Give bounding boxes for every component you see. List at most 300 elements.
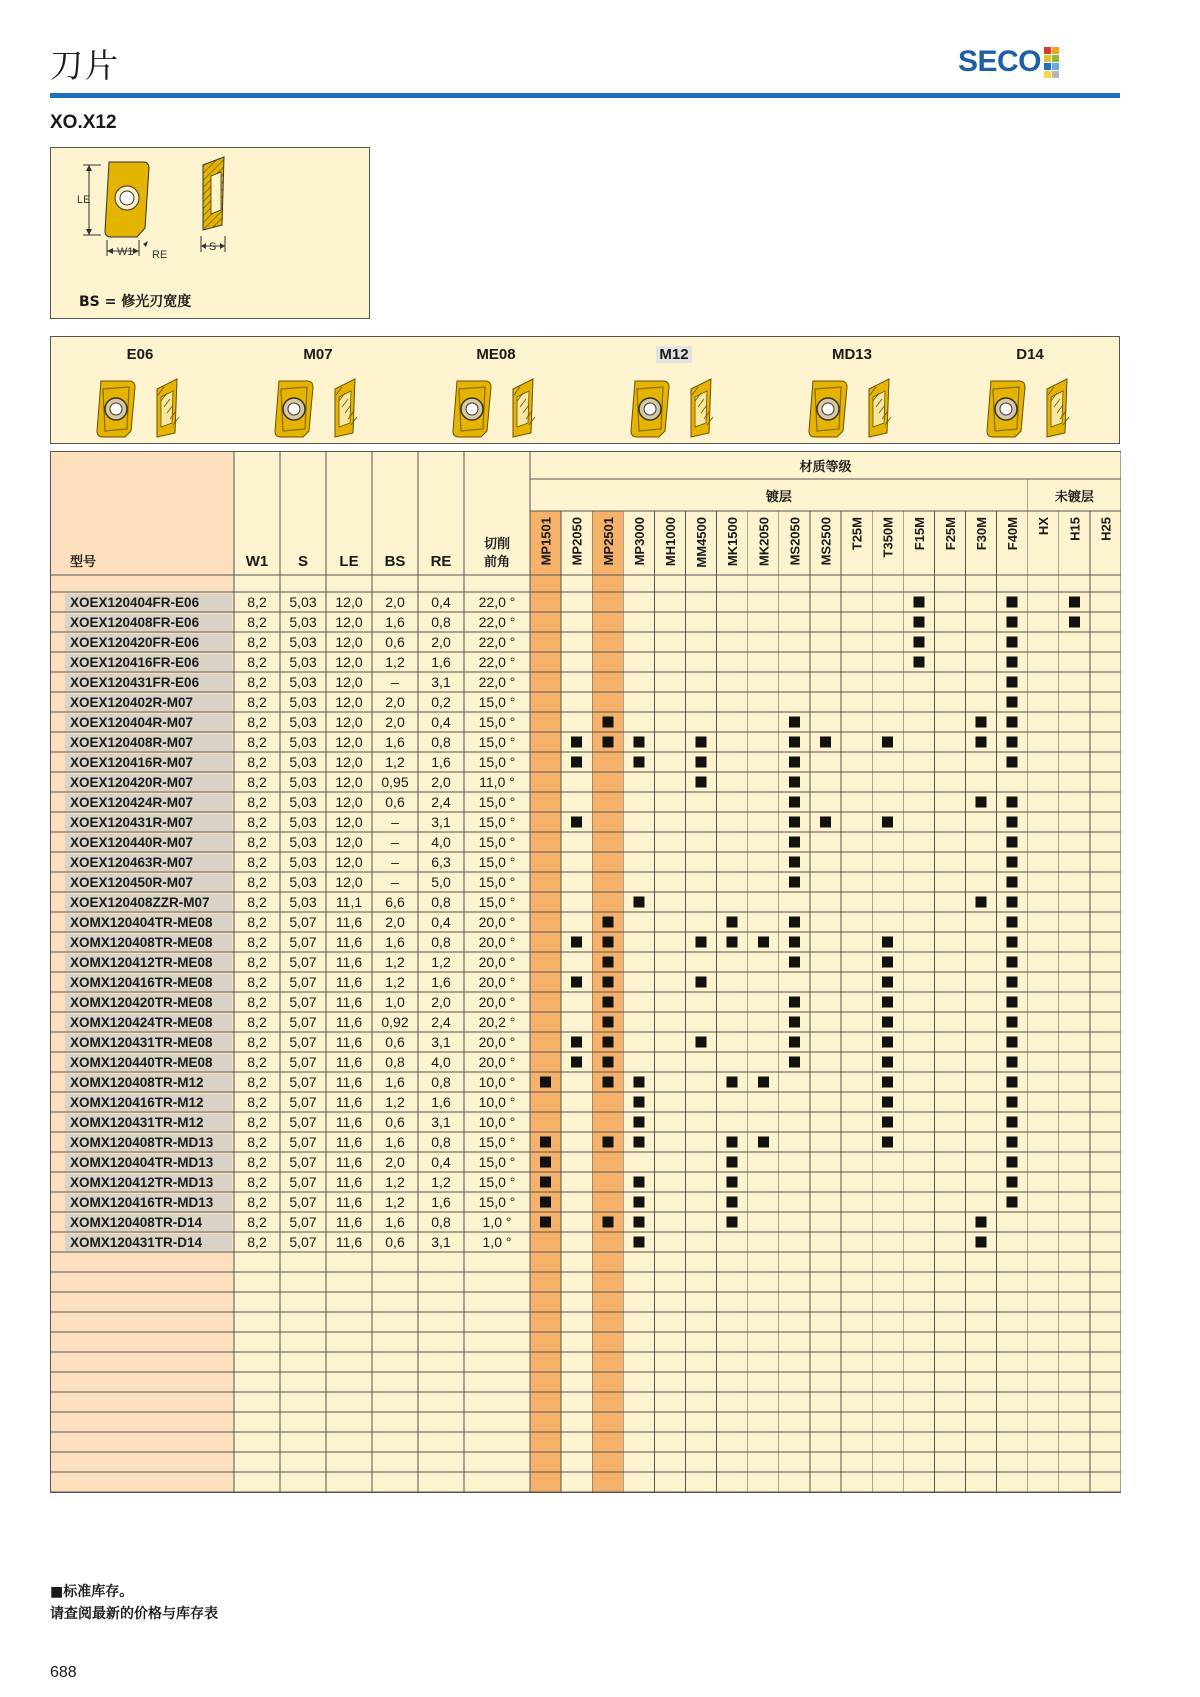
s-cell: 5,03 [289, 834, 317, 850]
stock-mark [882, 997, 893, 1008]
bs-cell: 1,2 [385, 954, 405, 970]
stock-mark [727, 1197, 738, 1208]
angle-cell: 20,0 ° [478, 1054, 516, 1070]
angle-cell: 15,0 ° [478, 874, 516, 890]
geometry-name: D14 [1016, 346, 1044, 363]
angle-cell: 15,0 ° [478, 754, 516, 770]
price-note: 请查阅最新的价格与库存表 [50, 1606, 218, 1622]
stock-mark [540, 1077, 551, 1088]
le-cell: 12,0 [335, 854, 363, 870]
insert-dimension-drawing [51, 148, 368, 288]
stock-mark [540, 1137, 551, 1148]
w1-cell: 8,2 [247, 1114, 267, 1130]
model-cell: XOEX120404R-M07 [70, 715, 194, 730]
stock-mark [633, 757, 644, 768]
s-cell: 5,03 [289, 654, 317, 670]
w1-cell: 8,2 [247, 1234, 267, 1250]
stock-mark [1007, 1177, 1018, 1188]
bs-cell: 2,0 [385, 1154, 405, 1170]
stock-mark [727, 1077, 738, 1088]
angle-cell: 20,0 ° [478, 994, 516, 1010]
w1-cell: 8,2 [247, 994, 267, 1010]
logo-square [1044, 63, 1051, 70]
le-cell: 11,6 [335, 1054, 363, 1070]
stock-mark [602, 717, 613, 728]
stock-mark [1007, 1057, 1018, 1068]
le-cell: 12,0 [335, 814, 363, 830]
s-cell: 5,07 [289, 1014, 317, 1030]
stock-mark [882, 1117, 893, 1128]
bs-cell: – [391, 834, 399, 850]
le-cell: 12,0 [335, 794, 363, 810]
grade-table [50, 451, 1121, 1577]
s-cell: 5,03 [289, 874, 317, 890]
re-cell: 3,1 [431, 1234, 451, 1250]
model-cell: XOMX120440TR-ME08 [70, 1055, 213, 1070]
s-cell: 5,07 [289, 994, 317, 1010]
model-cell: XOMX120431TR-D14 [70, 1235, 203, 1250]
le-cell: 11,6 [335, 1074, 363, 1090]
grade-header-mp2050: MP2050 [569, 517, 585, 566]
re-cell: 4,0 [431, 834, 451, 850]
stock-mark [1007, 977, 1018, 988]
le-cell: 12,0 [335, 614, 363, 630]
stock-mark [882, 1017, 893, 1028]
logo-square [1044, 47, 1051, 54]
s-cell: 5,07 [289, 1034, 317, 1050]
stock-mark [1007, 997, 1018, 1008]
bs-cell: 1,2 [385, 654, 405, 670]
geometry-strip [50, 336, 1120, 444]
w1-cell: 8,2 [247, 1214, 267, 1230]
geometry-md13 [763, 337, 941, 443]
logo-square [1052, 47, 1059, 54]
stock-mark [1007, 877, 1018, 888]
w1-cell: 8,2 [247, 1014, 267, 1030]
stock-mark [913, 617, 924, 628]
stock-mark [1007, 1037, 1018, 1048]
stock-mark [1007, 677, 1018, 688]
geometry-name: M12 [656, 346, 691, 363]
grade-header-mk2050: MK2050 [756, 517, 772, 567]
angle-cell: 15,0 ° [478, 1174, 516, 1190]
w1-cell: 8,2 [247, 974, 267, 990]
le-cell: 12,0 [335, 874, 363, 890]
stock-mark [789, 797, 800, 808]
re-cell: 4,0 [431, 1054, 451, 1070]
geometry-e06 [51, 337, 229, 443]
stock-mark [696, 937, 707, 948]
w1-cell: 8,2 [247, 834, 267, 850]
insert-front-icon [631, 381, 669, 437]
bs-note: BS = 修光刃宽度 [79, 294, 192, 310]
model-header: 型号 [70, 555, 97, 570]
le-cell: 12,0 [335, 674, 363, 690]
grade-header-f40m: F40M [1005, 517, 1021, 551]
s-cell: 5,03 [289, 754, 317, 770]
grade-header-f30m: F30M [974, 517, 990, 551]
stock-mark [727, 1217, 738, 1228]
w1-cell: 8,2 [247, 634, 267, 650]
angle-cell: 15,0 ° [478, 714, 516, 730]
logo-square [1044, 55, 1051, 62]
re-cell: 0,4 [431, 594, 451, 610]
re-cell: 0,4 [431, 1154, 451, 1170]
stock-mark [789, 857, 800, 868]
stock-mark [789, 837, 800, 848]
stock-mark [633, 1177, 644, 1188]
stock-mark [602, 957, 613, 968]
s-cell: 5,03 [289, 714, 317, 730]
re-cell: 1,6 [431, 754, 451, 770]
le-cell: 11,6 [335, 974, 363, 990]
s-cell: 5,07 [289, 1234, 317, 1250]
stock-mark [1007, 697, 1018, 708]
le-cell: 11,6 [335, 914, 363, 930]
stock-mark [882, 817, 893, 828]
stock-mark [882, 977, 893, 988]
uncoated-title: 未镀层 [1054, 490, 1094, 505]
le-cell: 11,6 [335, 1214, 363, 1230]
stock-mark [1007, 737, 1018, 748]
s-cell: 5,07 [289, 954, 317, 970]
model-cell: XOEX120408FR-E06 [70, 615, 200, 630]
angle-cell: 20,0 ° [478, 934, 516, 950]
angle-cell: 15,0 ° [478, 794, 516, 810]
w1-cell: 8,2 [247, 774, 267, 790]
angle-cell: 20,0 ° [478, 974, 516, 990]
re-cell: 0,8 [431, 734, 451, 750]
re-cell: 1,2 [431, 954, 451, 970]
insert-images [763, 375, 941, 439]
stock-mark [976, 737, 987, 748]
seco-logo [958, 46, 1059, 78]
stock-mark [1007, 1197, 1018, 1208]
stock-mark [789, 757, 800, 768]
stock-mark [727, 1137, 738, 1148]
stock-mark [789, 817, 800, 828]
stock-mark [1007, 797, 1018, 808]
stock-mark [1007, 637, 1018, 648]
bs-cell: 0,8 [385, 1054, 405, 1070]
s-cell: 5,07 [289, 1194, 317, 1210]
re-cell: 0,4 [431, 714, 451, 730]
grade-header-mk1500: MK1500 [725, 517, 741, 567]
insert-images [407, 375, 585, 439]
re-cell: 2,4 [431, 1014, 451, 1030]
w1-cell: 8,2 [247, 794, 267, 810]
re-cell: 0,8 [431, 1134, 451, 1150]
insert-front-icon [453, 381, 491, 437]
stock-mark [602, 737, 613, 748]
stock-mark [571, 937, 582, 948]
s-cell: 5,03 [289, 674, 317, 690]
re-cell: 0,2 [431, 694, 451, 710]
grade-header-t25m: T25M [849, 517, 865, 551]
re-cell: 2,0 [431, 634, 451, 650]
model-cell: XOEX120440R-M07 [70, 835, 194, 850]
s-cell: 5,07 [289, 1074, 317, 1090]
stock-mark [633, 1137, 644, 1148]
angle-cell: 15,0 ° [478, 834, 516, 850]
model-cell: XOMX120416TR-ME08 [70, 975, 213, 990]
le-cell: 12,0 [335, 594, 363, 610]
model-cell: XOMX120416TR-M12 [70, 1095, 204, 1110]
w1-cell: 8,2 [247, 914, 267, 930]
stock-mark [1007, 757, 1018, 768]
stock-mark [571, 1057, 582, 1068]
stock-mark [1007, 1017, 1018, 1028]
stock-mark [789, 777, 800, 788]
angle-cell: 11,0 ° [479, 774, 515, 790]
model-cell: XOEX120416FR-E06 [70, 655, 200, 670]
le-cell: 11,6 [335, 1234, 363, 1250]
stock-mark [976, 1237, 987, 1248]
insert-side-icon [1047, 379, 1069, 437]
series-title: XO.X12 [50, 112, 117, 133]
s-cell: 5,03 [289, 734, 317, 750]
stock-mark [1007, 917, 1018, 928]
le-cell: 11,6 [335, 1094, 363, 1110]
s-cell: 5,03 [289, 894, 317, 910]
angle-cell: 20,0 ° [478, 954, 516, 970]
stock-mark [540, 1177, 551, 1188]
w1-label: W1 [117, 246, 134, 258]
s-cell: 5,03 [289, 854, 317, 870]
le-cell: 12,0 [335, 654, 363, 670]
insert-front-icon [97, 381, 135, 437]
re-cell: 1,6 [431, 1194, 451, 1210]
logo-square [1052, 71, 1059, 78]
re-cell: 2,0 [431, 774, 451, 790]
s-cell: 5,03 [289, 594, 317, 610]
angle-cell: 20,0 ° [478, 914, 516, 930]
stock-mark [727, 1177, 738, 1188]
bs-cell: 0,6 [385, 794, 405, 810]
stock-mark [696, 757, 707, 768]
bs-cell: 0,6 [385, 1114, 405, 1130]
grade-header-f25m: F25M [942, 517, 958, 551]
header-rule [50, 93, 1120, 98]
stock-mark [602, 977, 613, 988]
stock-mark [602, 1077, 613, 1088]
insert-side-icon [335, 379, 357, 437]
model-cell: XOMX120404TR-ME08 [70, 915, 213, 930]
re-cell: 1,2 [431, 1174, 451, 1190]
re-cell: 2,4 [431, 794, 451, 810]
stock-mark [758, 1137, 769, 1148]
bs-cell: 6,6 [385, 894, 405, 910]
stock-mark [696, 777, 707, 788]
model-cell: XOEX120408ZZR-M07 [70, 895, 210, 910]
bs-cell: 1,6 [385, 934, 405, 950]
s-header: S [297, 553, 309, 570]
model-cell: XOMX120408TR-ME08 [70, 935, 213, 950]
stock-mark [789, 937, 800, 948]
w1-cell: 8,2 [247, 1074, 267, 1090]
stock-mark [789, 917, 800, 928]
stock-mark [727, 937, 738, 948]
s-cell: 5,07 [289, 1094, 317, 1110]
grade-header-ms2500: MS2500 [818, 517, 834, 566]
stock-mark [1007, 1157, 1018, 1168]
stock-mark [602, 1017, 613, 1028]
insert-front-icon [809, 381, 847, 437]
grade-header-f15m: F15M [911, 517, 927, 551]
w1-cell: 8,2 [247, 1054, 267, 1070]
angle-cell: 15,0 ° [478, 894, 516, 910]
re-label: RE [152, 249, 168, 261]
stock-mark [758, 937, 769, 948]
le-cell: 11,6 [335, 1014, 363, 1030]
stock-mark [727, 917, 738, 928]
angle-cell: 15,0 ° [478, 694, 516, 710]
angle-cell: 22,0 ° [478, 594, 516, 610]
grade-group-title: 材质等级 [799, 460, 852, 475]
s-cell: 5,03 [289, 614, 317, 630]
w1-cell: 8,2 [247, 1034, 267, 1050]
model-cell: XOEX120431R-M07 [70, 815, 194, 830]
stock-mark [1007, 1077, 1018, 1088]
bs-cell: 1,6 [385, 1214, 405, 1230]
bs-cell: – [391, 674, 399, 690]
insert-side-icon [513, 379, 535, 437]
stock-mark [571, 1037, 582, 1048]
page-number: 688 [50, 1664, 77, 1681]
s-cell: 5,07 [289, 1134, 317, 1150]
geometry-m07 [229, 337, 407, 443]
angle-cell: 22,0 ° [478, 654, 516, 670]
angle-cell: 20,0 ° [478, 1034, 516, 1050]
bs-cell: – [391, 854, 399, 870]
s-cell: 5,03 [289, 694, 317, 710]
insert-images [51, 375, 229, 439]
bs-cell: 0,6 [385, 634, 405, 650]
angle-cell: 20,2 ° [478, 1014, 516, 1030]
model-cell: XOEX120416R-M07 [70, 755, 194, 770]
geometry-name: MD13 [831, 346, 872, 363]
re-cell: 1,6 [431, 974, 451, 990]
model-cell: XOMX120408TR-MD13 [70, 1135, 214, 1150]
le-cell: 11,6 [335, 994, 363, 1010]
logo-text: SECO [958, 45, 1042, 78]
angle-header-line1: 切削 [483, 537, 511, 552]
model-cell: XOEX120404FR-E06 [70, 595, 200, 610]
grade-header-mp3000: MP3000 [631, 517, 647, 566]
stock-mark [727, 1157, 738, 1168]
w1-cell: 8,2 [247, 1174, 267, 1190]
stock-mark [571, 737, 582, 748]
model-cell: XOMX120412TR-ME08 [70, 955, 213, 970]
re-cell: 3,1 [431, 1034, 451, 1050]
geometry-m12 [585, 337, 763, 443]
stock-mark [976, 797, 987, 808]
bs-cell: 1,6 [385, 614, 405, 630]
insert-images [229, 375, 407, 439]
stock-mark [789, 957, 800, 968]
stock-mark [602, 1137, 613, 1148]
model-cell: XOMX120431TR-ME08 [70, 1035, 213, 1050]
le-label: LE [77, 194, 91, 206]
s-cell: 5,03 [289, 774, 317, 790]
angle-cell: 15,0 ° [478, 814, 516, 830]
re-cell: 3,1 [431, 674, 451, 690]
le-header: LE [339, 553, 359, 570]
le-cell: 11,6 [335, 1134, 363, 1150]
w1-cell: 8,2 [247, 1094, 267, 1110]
w1-cell: 8,2 [247, 1134, 267, 1150]
s-cell: 5,03 [289, 634, 317, 650]
stock-mark [820, 737, 831, 748]
insert-side-icon [869, 379, 891, 437]
stock-mark [696, 1037, 707, 1048]
stock-mark [571, 977, 582, 988]
insert-front-icon [987, 381, 1025, 437]
stock-mark [882, 937, 893, 948]
w1-cell: 8,2 [247, 874, 267, 890]
model-cell: XOEX120420FR-E06 [70, 635, 200, 650]
bs-cell: – [391, 814, 399, 830]
stock-mark [602, 937, 613, 948]
model-cell: XOMX120412TR-MD13 [70, 1175, 214, 1190]
stock-mark [882, 1057, 893, 1068]
geometry-name: M07 [303, 346, 333, 363]
stock-mark [633, 1237, 644, 1248]
w1-cell: 8,2 [247, 594, 267, 610]
model-cell: XOMX120420TR-ME08 [70, 995, 213, 1010]
le-cell: 12,0 [335, 774, 363, 790]
s-cell: 5,07 [289, 1154, 317, 1170]
model-cell: XOEX120450R-M07 [70, 875, 194, 890]
stock-mark [882, 1037, 893, 1048]
stock-mark [571, 757, 582, 768]
model-cell: XOEX120431FR-E06 [70, 675, 200, 690]
le-cell: 11,6 [335, 1034, 363, 1050]
stock-mark [540, 1197, 551, 1208]
w1-header: W1 [245, 553, 269, 570]
stock-mark [976, 897, 987, 908]
stock-mark [633, 1197, 644, 1208]
grade-header-ms2050: MS2050 [787, 517, 803, 566]
geometry-name: ME08 [476, 346, 516, 363]
re-cell: 0,8 [431, 1214, 451, 1230]
stock-mark [758, 1077, 769, 1088]
stock-mark [789, 1017, 800, 1028]
stock-mark [1007, 617, 1018, 628]
stock-mark [540, 1157, 551, 1168]
re-cell: 0,8 [431, 1074, 451, 1090]
stock-mark [1007, 1137, 1018, 1148]
angle-cell: 15,0 ° [478, 1194, 516, 1210]
stock-mark [1007, 1117, 1018, 1128]
re-cell: 3,1 [431, 1114, 451, 1130]
bs-cell: 2,0 [385, 714, 405, 730]
stock-mark [1069, 617, 1080, 628]
w1-cell: 8,2 [247, 854, 267, 870]
bs-cell: 1,6 [385, 1134, 405, 1150]
bs-cell: 1,2 [385, 1094, 405, 1110]
re-cell: 5,0 [431, 874, 451, 890]
coated-title: 镀层 [765, 490, 792, 505]
w1-cell: 8,2 [247, 694, 267, 710]
bs-cell: 1,6 [385, 734, 405, 750]
le-cell: 11,6 [335, 934, 363, 950]
re-cell: 1,6 [431, 1094, 451, 1110]
s-cell: 5,03 [289, 794, 317, 810]
le-cell: 11,6 [335, 1114, 363, 1130]
w1-cell: 8,2 [247, 934, 267, 950]
stock-mark [633, 1117, 644, 1128]
